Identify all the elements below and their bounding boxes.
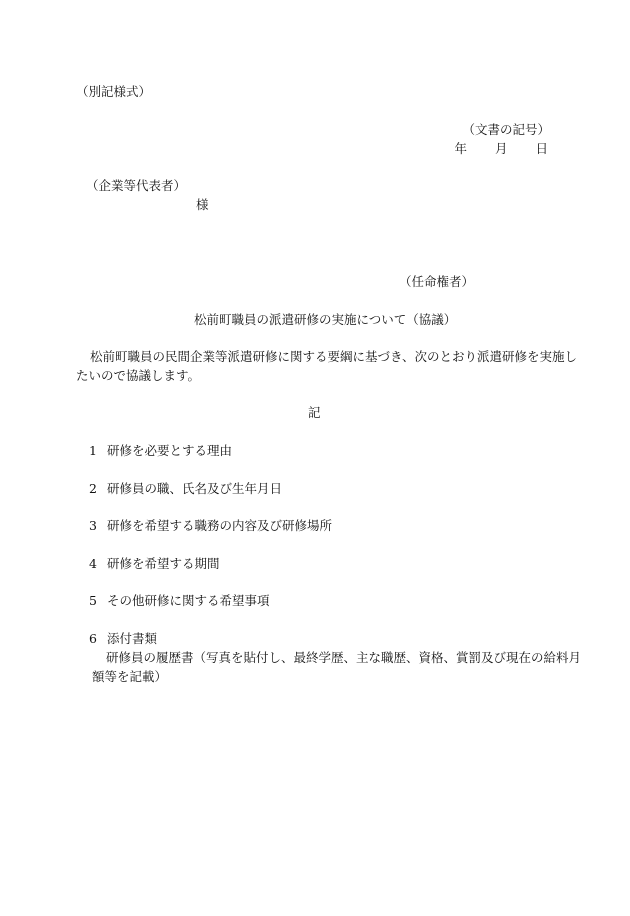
date-day: 日	[535, 141, 548, 156]
body-text-line-2: たいので協議します。	[76, 368, 201, 383]
date-year: 年	[454, 141, 467, 156]
list-item-text: 研修員の職、氏名及び生年月日	[107, 481, 283, 496]
list-item	[89, 445, 232, 458]
document-number: （文書の記号）	[462, 122, 550, 137]
list-item-text: その他研修に関する希望事項	[107, 593, 270, 608]
list-item	[89, 633, 157, 646]
list-item-number: 2	[89, 481, 97, 496]
form-label: （別記様式）	[76, 84, 152, 99]
list-item-text: 研修を希望する期間	[107, 556, 220, 571]
list-item	[89, 558, 220, 571]
ki-heading: 記	[308, 405, 321, 420]
list-item	[89, 520, 332, 533]
attachment-line-1: 研修員の履歴書（写真を貼付し、最終学歴、主な職歴、資格、賞罰及び現在の給料月	[106, 650, 582, 665]
list-item	[89, 483, 282, 496]
list-item-number: 5	[89, 593, 97, 608]
list-item-number: 6	[89, 631, 97, 646]
list-item-text: 添付書類	[107, 631, 158, 646]
list-item-number: 1	[89, 443, 97, 458]
sender: （任命権者）	[399, 274, 475, 289]
addressee-honorific: 様	[196, 197, 209, 212]
date-month: 月	[494, 141, 508, 156]
body-text-line-1: 松前町職員の民間企業等派遣研修に関する要綱に基づき、次のとおり派遣研修を実施し	[90, 349, 578, 364]
attachment-line-2: 額等を記載）	[92, 669, 168, 684]
list-item-number: 3	[89, 518, 97, 533]
date-line	[454, 143, 548, 156]
subject: 松前町職員の派遣研修の実施について（協議）	[194, 312, 457, 327]
addressee-representative: （企業等代表者）	[86, 178, 187, 193]
list-item	[89, 595, 270, 608]
list-item-number: 4	[89, 556, 97, 571]
list-item-text: 研修を必要とする理由	[107, 443, 233, 458]
list-item-text: 研修を希望する職務の内容及び研修場所	[107, 518, 333, 533]
